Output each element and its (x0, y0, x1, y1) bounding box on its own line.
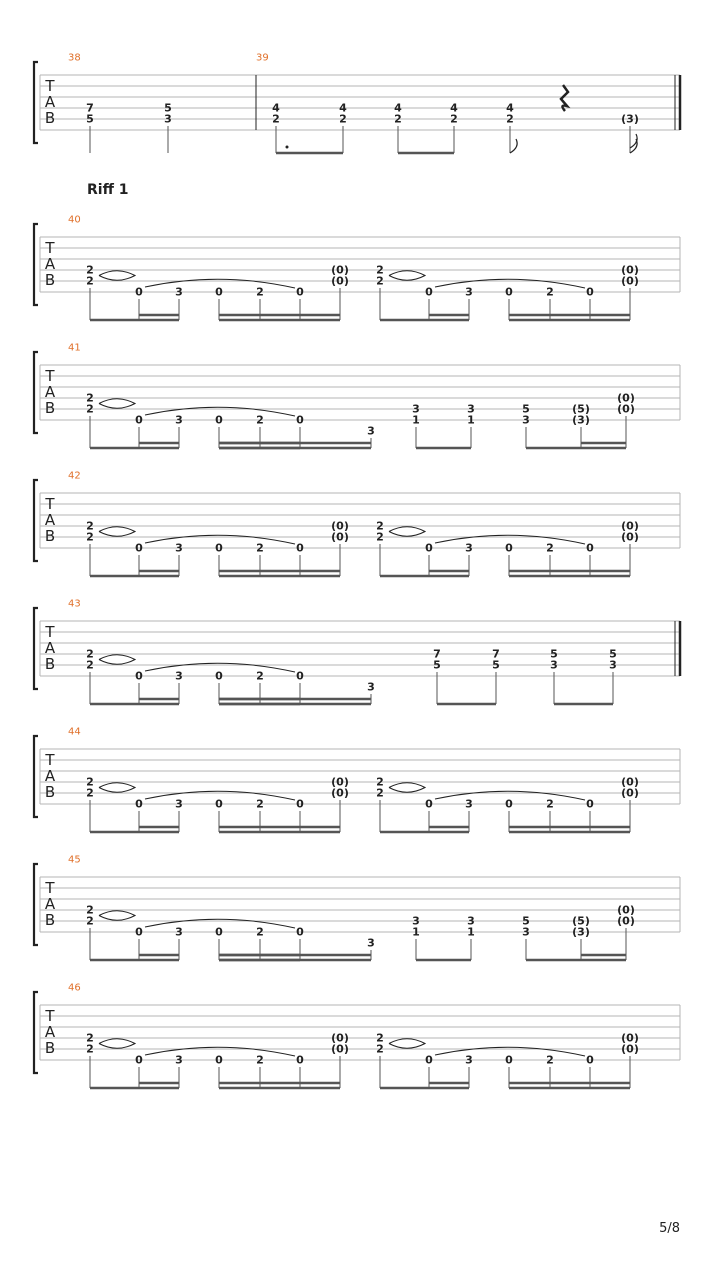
fret-number: 2 (86, 775, 94, 789)
fret-number: 2 (376, 775, 384, 789)
fret-number: (0) (621, 1042, 639, 1056)
fret-number: 2 (86, 263, 94, 277)
tab-clef-letter: T (45, 367, 55, 385)
measure-number: 40 (68, 214, 81, 226)
harmonic-mark (99, 399, 135, 409)
fret-number: (0) (331, 519, 349, 533)
harmonic-mark (389, 527, 425, 537)
harmonic-mark (389, 271, 425, 281)
fret-number: 3 (175, 541, 183, 555)
fret-number: 5 (86, 112, 94, 126)
fret-number: 3 (522, 925, 530, 939)
fret-number: 0 (135, 285, 143, 299)
fret-number: 5 (522, 402, 530, 416)
tab-clef-letter: T (45, 77, 55, 95)
tab-clef-letter: T (45, 751, 55, 769)
fret-number: 0 (505, 797, 513, 811)
fret-number: 2 (376, 1031, 384, 1045)
measure-number: 43 (68, 598, 81, 610)
fret-number: (0) (621, 775, 639, 789)
fret-number: 3 (175, 669, 183, 683)
fret-number: 2 (86, 274, 94, 288)
fret-number: (0) (331, 530, 349, 544)
tab-clef-letter: B (44, 527, 56, 545)
fret-number: 2 (450, 112, 458, 126)
fret-number: 2 (546, 285, 554, 299)
fret-number: 4 (339, 101, 347, 115)
tab-clef-letter: A (44, 639, 56, 657)
fret-number: 2 (256, 541, 264, 555)
page-number: 5/8 (659, 1221, 680, 1236)
tab-clef-letter: B (44, 655, 56, 673)
fret-number: (0) (617, 402, 635, 416)
fret-number: 2 (546, 541, 554, 555)
tab-clef-letter: A (44, 895, 56, 913)
fret-number: 2 (256, 669, 264, 683)
harmonic-mark (389, 1039, 425, 1049)
measure-number: 46 (68, 982, 81, 994)
section-label: Riff 1 (87, 182, 129, 198)
fret-number: 2 (256, 925, 264, 939)
fret-number: 2 (86, 786, 94, 800)
fret-number: 2 (86, 914, 94, 928)
measure-number: 42 (68, 470, 81, 482)
system-bracket (34, 992, 38, 1073)
fret-number: 2 (256, 413, 264, 427)
fret-number: (0) (621, 530, 639, 544)
fret-number: 0 (296, 1053, 304, 1067)
fret-number: 3 (175, 925, 183, 939)
fret-number: (0) (331, 786, 349, 800)
fret-number: 5 (164, 101, 172, 115)
tab-clef-letter: A (44, 255, 56, 273)
fret-number: 3 (465, 1053, 473, 1067)
fret-number: 3 (175, 413, 183, 427)
fret-number: 4 (394, 101, 402, 115)
fret-number: 0 (215, 413, 223, 427)
fret-number: (5) (572, 914, 590, 928)
fret-number: (0) (617, 391, 635, 405)
system-bracket (34, 480, 38, 561)
tab-clef-letter: T (45, 239, 55, 257)
fret-number: 3 (367, 680, 375, 694)
fret-number: 2 (376, 786, 384, 800)
harmonic-mark (99, 527, 135, 537)
measure-number: 44 (68, 726, 81, 738)
fret-number: 2 (256, 1053, 264, 1067)
fret-number: 7 (433, 647, 441, 661)
fret-number: 2 (86, 402, 94, 416)
fret-number: 0 (296, 797, 304, 811)
fret-number: 3 (609, 658, 617, 672)
fret-number: (5) (572, 402, 590, 416)
fret-number: 7 (492, 647, 500, 661)
measure-number: 38 (68, 52, 81, 64)
fret-number: 3 (412, 914, 420, 928)
tab-clef-letter: A (44, 93, 56, 111)
fret-number: (3) (572, 413, 590, 427)
tab-clef-letter: T (45, 495, 55, 513)
fret-number: 0 (586, 1053, 594, 1067)
fret-number: 2 (376, 263, 384, 277)
fret-number: 0 (425, 1053, 433, 1067)
fret-number: 3 (465, 797, 473, 811)
fret-number: 2 (394, 112, 402, 126)
fret-number: 3 (175, 285, 183, 299)
tab-clef-letter: B (44, 109, 56, 127)
measure-number: 45 (68, 854, 81, 866)
fret-number: 0 (135, 541, 143, 555)
fret-number: 0 (425, 285, 433, 299)
fret-number: 2 (506, 112, 514, 126)
quarter-rest (561, 85, 568, 111)
fret-number: 3 (175, 1053, 183, 1067)
fret-number: (3) (572, 925, 590, 939)
system-bracket (34, 736, 38, 817)
fret-number: 2 (86, 530, 94, 544)
fret-number: 0 (215, 285, 223, 299)
fret-number: 3 (164, 112, 172, 126)
fret-number: 0 (505, 285, 513, 299)
fret-number: 5 (522, 914, 530, 928)
fret-number: 2 (86, 391, 94, 405)
tab-clef-letter: B (44, 911, 56, 929)
fret-number: 2 (256, 797, 264, 811)
fret-number: 2 (546, 1053, 554, 1067)
tab-clef-letter: A (44, 767, 56, 785)
tab-clef-letter: A (44, 511, 56, 529)
fret-number: 2 (86, 658, 94, 672)
fret-number: (0) (331, 1031, 349, 1045)
tab-clef-letter: T (45, 623, 55, 641)
tab-clef-letter: T (45, 879, 55, 897)
fret-number: (0) (621, 274, 639, 288)
fret-number: 0 (296, 669, 304, 683)
fret-number: 2 (86, 1031, 94, 1045)
fret-number: 0 (215, 925, 223, 939)
fret-number: 3 (467, 402, 475, 416)
fret-number: 2 (272, 112, 280, 126)
fret-number: 0 (425, 541, 433, 555)
fret-number: 2 (86, 903, 94, 917)
fret-number: 0 (586, 285, 594, 299)
tab-clef-letter: B (44, 1039, 56, 1057)
measure-number: 41 (68, 342, 81, 354)
fret-number: 5 (433, 658, 441, 672)
harmonic-mark (99, 655, 135, 665)
harmonic-mark (99, 783, 135, 793)
fret-number: 1 (412, 413, 420, 427)
system-bracket (34, 62, 38, 143)
fret-number: 1 (467, 413, 475, 427)
system-bracket (34, 608, 38, 689)
fret-number: 0 (296, 413, 304, 427)
tab-clef-letter: A (44, 383, 56, 401)
fret-number: 2 (339, 112, 347, 126)
fret-number: 0 (135, 669, 143, 683)
harmonic-mark (99, 271, 135, 281)
fret-number: 2 (376, 530, 384, 544)
harmonic-mark (99, 911, 135, 921)
fret-number: 3 (367, 936, 375, 950)
fret-number: (0) (331, 263, 349, 277)
fret-number: 0 (135, 1053, 143, 1067)
fret-number: 0 (296, 285, 304, 299)
fret-number: 1 (412, 925, 420, 939)
fret-number: 2 (376, 519, 384, 533)
fret-number: (0) (331, 274, 349, 288)
fret-number: 5 (609, 647, 617, 661)
measure-number: 39 (256, 52, 269, 64)
fret-number: 2 (546, 797, 554, 811)
fret-number: 2 (86, 1042, 94, 1056)
tab-clef-letter: T (45, 1007, 55, 1025)
fret-number: (0) (621, 786, 639, 800)
fret-number: 3 (465, 285, 473, 299)
fret-number: 4 (450, 101, 458, 115)
fret-number: 2 (86, 519, 94, 533)
fret-number: 0 (215, 1053, 223, 1067)
fret-number: 3 (412, 402, 420, 416)
dot (286, 146, 289, 149)
fret-number: 3 (467, 914, 475, 928)
fret-number: 0 (215, 669, 223, 683)
system-bracket (34, 864, 38, 945)
system-bracket (34, 224, 38, 305)
fret-number: (0) (621, 519, 639, 533)
fret-number: 0 (215, 797, 223, 811)
fret-number: 7 (86, 101, 94, 115)
fret-number: 4 (272, 101, 280, 115)
fret-number: 5 (550, 647, 558, 661)
fret-number: (0) (331, 775, 349, 789)
fret-number: 0 (296, 541, 304, 555)
fret-number: 2 (376, 274, 384, 288)
fret-number: 3 (367, 424, 375, 438)
fret-number: 5 (492, 658, 500, 672)
fret-number: 0 (296, 925, 304, 939)
tab-clef-letter: B (44, 783, 56, 801)
harmonic-mark (99, 1039, 135, 1049)
fret-number: 0 (135, 925, 143, 939)
system-bracket (34, 352, 38, 433)
fret-number: 3 (550, 658, 558, 672)
fret-number: (0) (617, 914, 635, 928)
fret-number: 0 (586, 541, 594, 555)
fret-number: 1 (467, 925, 475, 939)
fret-number: (3) (621, 112, 639, 126)
fret-number: 3 (175, 797, 183, 811)
fret-number: (0) (621, 263, 639, 277)
fret-number: (0) (331, 1042, 349, 1056)
fret-number: 0 (215, 541, 223, 555)
fret-number: 2 (256, 285, 264, 299)
fret-number: 2 (86, 647, 94, 661)
fret-number: (0) (617, 903, 635, 917)
fret-number: 0 (425, 797, 433, 811)
tab-clef-letter: A (44, 1023, 56, 1041)
note-flag (510, 139, 517, 153)
tab-clef-letter: B (44, 399, 56, 417)
fret-number: 3 (522, 413, 530, 427)
fret-number: 0 (586, 797, 594, 811)
fret-number: 4 (506, 101, 514, 115)
fret-number: 0 (135, 797, 143, 811)
fret-number: 0 (505, 1053, 513, 1067)
fret-number: 2 (376, 1042, 384, 1056)
fret-number: 3 (465, 541, 473, 555)
fret-number: 0 (135, 413, 143, 427)
fret-number: 0 (505, 541, 513, 555)
harmonic-mark (389, 783, 425, 793)
tab-clef-letter: B (44, 271, 56, 289)
fret-number: (0) (621, 1031, 639, 1045)
